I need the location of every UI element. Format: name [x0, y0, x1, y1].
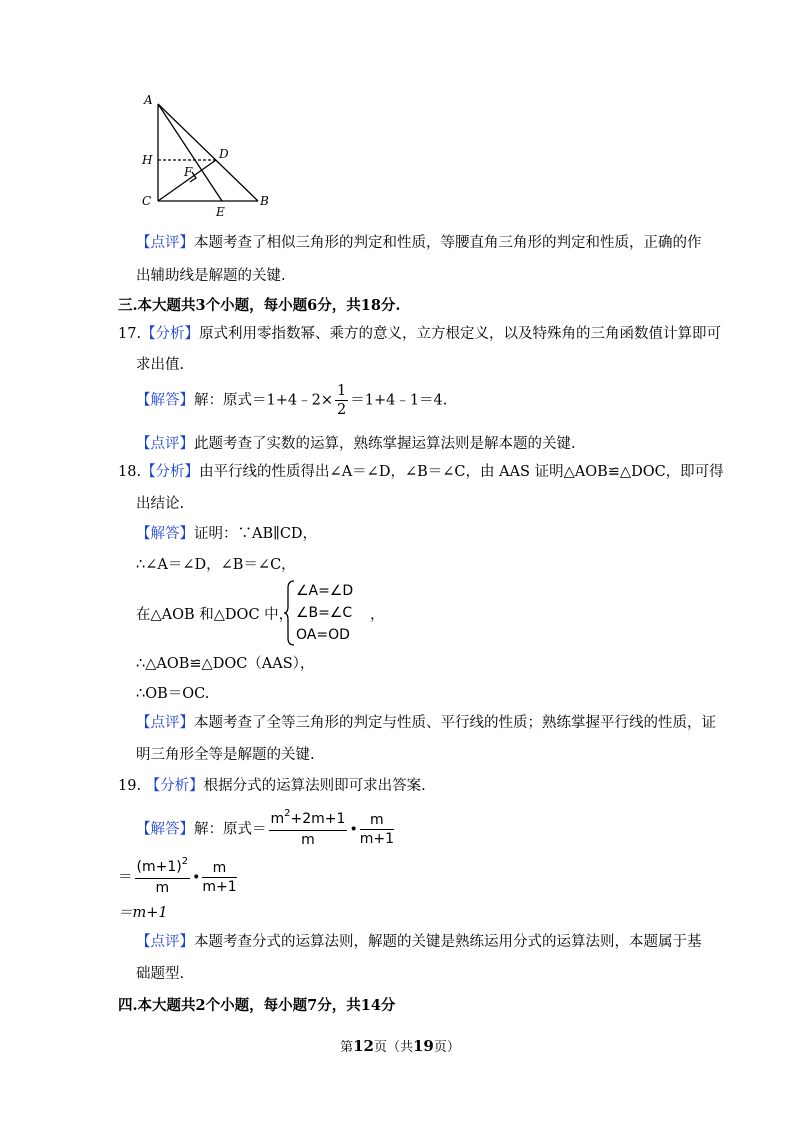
answer-tag: 【解答】 — [136, 821, 194, 838]
fraction-denominator: 2 — [336, 402, 347, 418]
p18-analysis-line1 — [118, 462, 724, 482]
footer-middle: 页（共 — [373, 1040, 413, 1055]
review-text: 本题考查分式的运算法则，解题的关键是熟练运用分式的运算法则，本题属于基 — [194, 934, 702, 950]
label-a: A — [144, 93, 153, 107]
analysis-text: 由平行线的性质得出∠A＝∠D，∠B＝∠C，由 AAS 证明△AOB≌△DOC，即可得 — [199, 464, 724, 480]
p18-answer-line3: 在△AOB 和△DOC 中， — [136, 607, 294, 623]
fraction-numerator — [135, 858, 191, 879]
p18-review-line2: 明三角形全等是解题的关键. — [136, 747, 315, 763]
current-page: 12 — [353, 1037, 374, 1055]
label-c: C — [142, 194, 152, 208]
fraction-denominator: m+1 — [202, 879, 237, 895]
fraction-numerator — [269, 810, 348, 831]
equals-sign: ＝ — [118, 869, 133, 886]
system-row-2: ∠B=∠C — [296, 605, 353, 621]
answer-tag: 【解答】 — [136, 526, 194, 542]
system-trailing-comma: ， — [370, 607, 385, 623]
p16-review-line1 — [136, 233, 702, 253]
fraction-numerator: m — [202, 859, 236, 878]
p19-analysis — [118, 776, 426, 796]
p17-analysis-line2: 求出值. — [136, 357, 185, 373]
fraction-4 — [202, 859, 236, 896]
answer-pre: 解：原式＝ — [194, 821, 267, 838]
system-row-3: OA=OD — [296, 627, 350, 643]
fraction-half — [335, 382, 348, 419]
num-rest: +2m+1 — [290, 811, 346, 827]
equation-system — [296, 580, 353, 646]
p17-analysis-line1 — [118, 324, 721, 344]
analysis-tag: 【分析】 — [141, 326, 200, 342]
p18-answer-line4: ∴△AOB≌△DOC（AAS）， — [136, 656, 315, 672]
p18-review-line1 — [136, 713, 716, 733]
review-tag: 【点评】 — [136, 934, 194, 950]
fraction-denominator: m+1 — [359, 831, 394, 847]
label-b: B — [260, 194, 269, 208]
review-tag: 【点评】 — [136, 436, 194, 452]
p19-review-line2: 础题型. — [136, 966, 185, 982]
num-base: m — [270, 811, 285, 827]
answer-text: 证明：∵AB∥CD， — [194, 526, 318, 542]
label-d: D — [219, 147, 229, 161]
page-footer — [0, 1036, 800, 1055]
analysis-tag: 【分析】 — [141, 464, 200, 480]
fraction-denominator: m — [301, 832, 315, 848]
label-f: F — [184, 165, 193, 179]
multiply-dot: • — [192, 869, 201, 886]
review-tag: 【点评】 — [136, 715, 194, 731]
p17-review — [136, 434, 576, 454]
review-text: 此题考查了实数的运算，熟练掌握运算法则是解本题的关键. — [194, 436, 576, 452]
fraction-1 — [269, 810, 348, 849]
analysis-tag: 【分析】 — [145, 778, 204, 794]
review-text: 本题考查了全等三角形的判定与性质、平行线的性质；熟练掌握平行线的性质，证 — [194, 715, 716, 731]
answer-tag: 【解答】 — [136, 392, 194, 409]
answer-post: ＝1+4﹣1＝4. — [350, 392, 448, 409]
problem-number: 19. — [118, 778, 142, 794]
footer-prefix: 第 — [340, 1040, 354, 1055]
fraction-denominator: m — [155, 880, 170, 896]
label-h: H — [142, 153, 153, 167]
fraction-2 — [360, 811, 394, 848]
p17-answer — [136, 382, 447, 419]
p19-answer-line3: ＝m+1 — [118, 905, 168, 921]
analysis-text: 原式利用零指数幂、乘方的意义，立方根定义，以及特殊角的三角函数值计算即可 — [199, 326, 722, 342]
p18-answer-line2: ∴∠A＝∠D，∠B＝∠C， — [136, 557, 296, 573]
num-exponent: 2 — [284, 808, 291, 819]
fraction-3 — [135, 858, 191, 897]
segment-ab — [158, 104, 258, 201]
problem-number: 17. — [118, 326, 142, 342]
fraction-numerator: m — [360, 811, 394, 830]
num-base: (m+1) — [136, 859, 182, 875]
num-exponent: 2 — [181, 856, 189, 867]
multiply-dot: • — [349, 821, 358, 838]
problem-number: 18. — [118, 464, 142, 480]
segment-ae — [158, 104, 222, 201]
p18-answer-line1 — [136, 524, 317, 544]
section-4-heading: 四.本大题共2个小题，每小题7分，共14分 — [118, 997, 396, 1014]
footer-suffix: 页） — [433, 1040, 460, 1055]
geometry-figure — [130, 90, 280, 220]
analysis-text: 根据分式的运算法则即可求出答案. — [203, 778, 426, 794]
p19-answer-line2 — [118, 858, 239, 897]
p19-review-line1 — [136, 932, 702, 952]
section-3-heading: 三.本大题共3个小题，每小题6分，共18分. — [118, 297, 401, 314]
review-text: 本题考查了相似三角形的判定和性质，等腰直角三角形的判定和性质，正确的作 — [194, 235, 702, 251]
answer-pre: 解：原式＝1+4﹣2× — [194, 392, 333, 409]
label-e: E — [216, 205, 225, 219]
system-row-1: ∠A=∠D — [296, 583, 354, 599]
p18-analysis-line2: 出结论. — [136, 496, 185, 512]
p16-review-line2: 出辅助线是解题的关键. — [136, 268, 286, 284]
p18-answer-line5: ∴OB＝OC. — [136, 686, 210, 702]
review-tag: 【点评】 — [136, 235, 194, 251]
fraction-numerator: 1 — [336, 383, 347, 399]
left-brace — [284, 580, 296, 646]
total-pages: 19 — [413, 1037, 434, 1055]
p19-answer-line1 — [136, 810, 396, 849]
